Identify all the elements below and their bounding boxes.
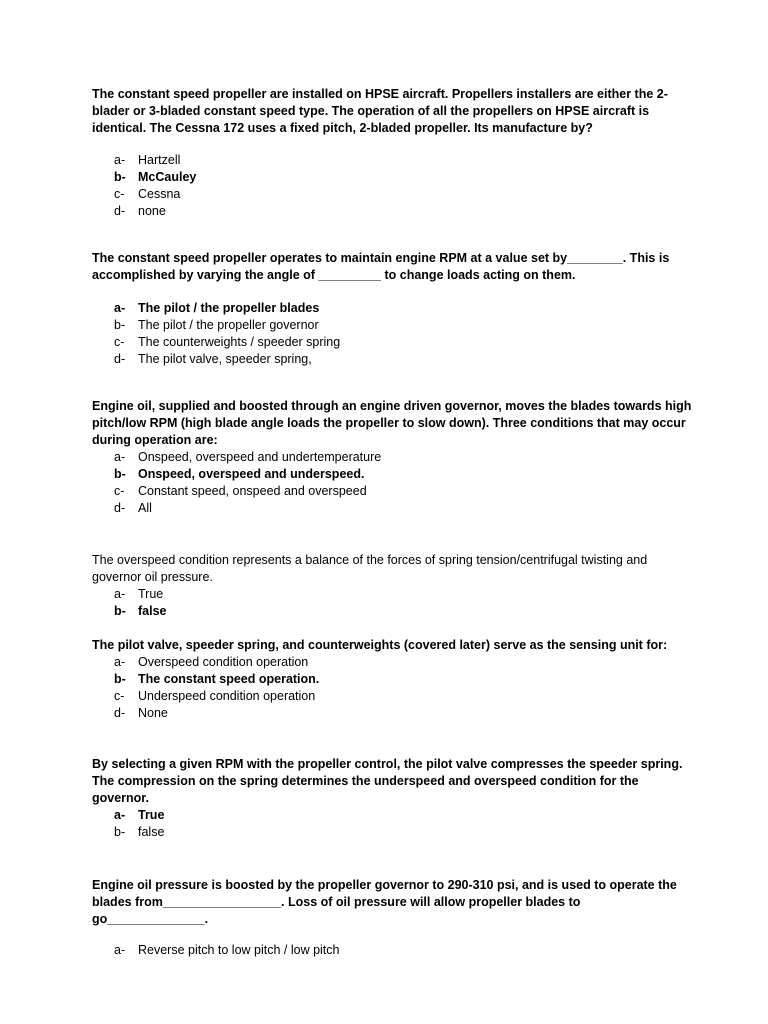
option-letter: c- [114, 335, 125, 349]
option-c [92, 334, 692, 351]
option-b [92, 466, 692, 483]
option-a [92, 942, 692, 959]
option-text: None [138, 706, 168, 720]
option-letter: c- [114, 187, 125, 201]
question-2-stem: The constant speed propeller operates to maintain engine RPM at a value set by________. This is accomplished by varying the angle of _________ to change loads acting on them. [92, 251, 670, 282]
option-letter: b- [114, 672, 126, 686]
option-text: Onspeed, overspeed and undertemperature [138, 450, 382, 464]
question-1-options [92, 152, 692, 220]
option-text: All [138, 501, 152, 515]
option-letter: b- [114, 170, 126, 184]
option-text: none [138, 204, 166, 218]
option-text: Underspeed condition operation [138, 689, 316, 703]
question-5-options [92, 654, 692, 722]
question-5-stem: The pilot valve, speeder spring, and counterweights (covered later) serve as the sensing unit for: [92, 638, 668, 652]
question-3-stem: Engine oil, supplied and boosted through an engine driven governor, moves the blades towards high pitch/low RPM (high blade angle loads the propeller to slow down). Three conditions that may occur during operation are: [92, 399, 692, 447]
option-letter: a- [114, 450, 126, 464]
option-letter: a- [114, 153, 126, 167]
option-letter: a- [114, 943, 126, 957]
option-b [92, 169, 692, 186]
option-letter: a- [114, 808, 126, 822]
option-letter: b- [114, 467, 126, 481]
option-text: McCauley [138, 170, 197, 184]
option-letter: a- [114, 301, 126, 315]
option-letter: a- [114, 655, 126, 669]
option-letter: b- [114, 825, 126, 839]
option-text: The counterweights / speeder spring [138, 335, 341, 349]
option-letter: d- [114, 501, 126, 515]
option-text: Overspeed condition operation [138, 655, 309, 669]
question-7-stem: Engine oil pressure is boosted by the propeller governor to 290-310 psi, and is used to operate the blades from_________________. Loss of oil pressure will allow propeller blades to go______________. [92, 878, 677, 926]
option-text: Reverse pitch to low pitch / low pitch [138, 943, 340, 957]
question-4-stem: The overspeed condition represents a balance of the forces of spring tension/centrifugal twisting and governor oil pressure. [92, 553, 648, 584]
option-d [92, 203, 692, 220]
option-a [92, 300, 692, 317]
option-text: The pilot / the propeller blades [138, 301, 320, 315]
option-letter: c- [114, 484, 125, 498]
option-c [92, 186, 692, 203]
option-c [92, 483, 692, 500]
option-letter: d- [114, 352, 126, 366]
option-letter: d- [114, 204, 126, 218]
option-b [92, 671, 692, 688]
question-1-stem: The constant speed propeller are installed on HPSE aircraft. Propellers installers are either the 2-blader or 3-bladed constant speed type. The operation of all the propellers on HPSE aircraft is identical. The Cessna 172 uses a fixed pitch, 2-bladed propeller. Its manufacture by? [92, 87, 668, 135]
option-a [92, 807, 692, 824]
option-letter: b- [114, 604, 126, 618]
option-b [92, 317, 692, 334]
question-1 [92, 86, 692, 220]
question-3-options [92, 449, 692, 517]
option-letter: b- [114, 318, 126, 332]
option-d [92, 705, 692, 722]
question-5 [92, 637, 692, 722]
question-6-options [92, 807, 692, 841]
option-text: Hartzell [138, 153, 181, 167]
option-letter: a- [114, 587, 126, 601]
question-6 [92, 756, 692, 841]
option-letter: d- [114, 706, 126, 720]
question-7 [92, 877, 692, 959]
question-2 [92, 250, 692, 368]
question-3 [92, 398, 692, 517]
option-d [92, 351, 692, 368]
question-2-options [92, 300, 692, 368]
option-text: false [138, 604, 167, 618]
option-text: false [138, 825, 165, 839]
option-b [92, 603, 692, 620]
option-a [92, 152, 692, 169]
option-a [92, 654, 692, 671]
option-text: The constant speed operation. [138, 672, 320, 686]
option-text: Onspeed, overspeed and underspeed. [138, 467, 365, 481]
option-text: True [138, 808, 165, 822]
option-text: The pilot valve, speeder spring, [138, 352, 312, 366]
option-text: True [138, 587, 164, 601]
option-a [92, 586, 692, 603]
question-4 [92, 552, 692, 620]
option-text: Constant speed, onspeed and overspeed [138, 484, 367, 498]
option-c [92, 688, 692, 705]
option-a [92, 449, 692, 466]
option-text: The pilot / the propeller governor [138, 318, 319, 332]
question-7-options [92, 942, 692, 959]
question-4-options [92, 586, 692, 620]
option-b [92, 824, 692, 841]
question-6-stem: By selecting a given RPM with the propeller control, the pilot valve compresses the speeder spring. The compression on the spring determines the underspeed and overspeed condition for the governor. [92, 757, 683, 805]
option-letter: c- [114, 689, 125, 703]
option-text: Cessna [138, 187, 181, 201]
option-d [92, 500, 692, 517]
